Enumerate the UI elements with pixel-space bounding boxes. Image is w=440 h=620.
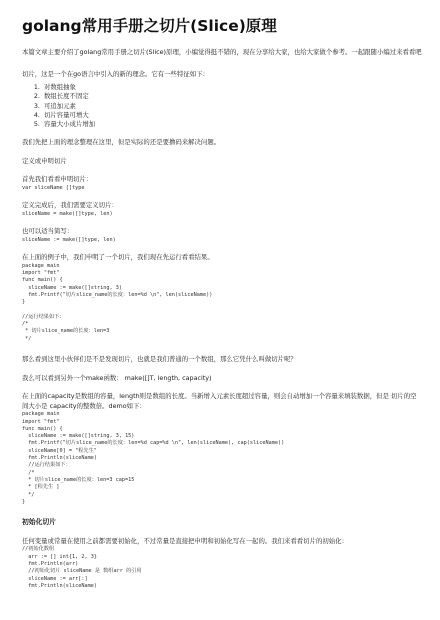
code-block-capacity: package main import "fmt" func main() { sliceName := make([]string, 3, 15) fmt.Printf("切片slice_name的长度：len=%d cap=%d \n", len(sliceName), cap(sliceName)) sliceName[0] = "程先生" fmt.Println(sliceName) //运行结果如下： /* * 切片slice_name的长度：len=3 cap=15 * [程先生 ] */ }	[22, 411, 285, 505]
code-block-make: sliceName = make([]type, len)	[22, 210, 113, 217]
explain-paragraph: 我们先把上面的理念整理在这里，但是实际的还是要撸码来解决问题。	[22, 138, 221, 147]
lead-paragraph: 切片，这是一个在go语言中引入的新的理念。它有一些特征如下：	[22, 69, 209, 78]
example-paragraph: 在上面的例子中，我们申明了一个切片，我们现在先运行看看结果。	[22, 253, 214, 262]
page-title: golang常用手册之切片(Slice)原理	[22, 17, 277, 35]
intro-paragraph: 本篇文章主要介绍了golang常用手册之切片(Slice)原理，小编觉得挺不错的，现在分享给大家，也给大家做个参考。一起跟随小编过来看看吧	[22, 48, 422, 56]
make-paragraph: 我么可以看到另外一个make函数： make([]T, length, capacity)	[22, 373, 212, 382]
short-paragraph: 也可以适当简写：	[22, 227, 74, 236]
after-paragraph: 定义完成后，我们需要定义切片：	[22, 201, 118, 210]
list-item: 5. 容量大小成片增加	[42, 120, 422, 129]
capacity-paragraph: 在上面的capacity是数组的容量，length则是数组的长度。当新增入元素长度超过容量，则会自动增加一个容量来填装数据，但是 切片的空间大小是 capacity的整数倍。demo如下：	[22, 392, 417, 410]
code-block-declare: var sliceName []type	[22, 184, 85, 191]
code-block-short: sliceName := make([]type, len)	[22, 236, 116, 243]
section-heading-init: 初始化切片	[22, 518, 56, 527]
section-heading-define: 定义或申明切片	[22, 156, 67, 165]
first-paragraph: 首先我们看看申明切片：	[22, 175, 93, 184]
feature-list	[22, 83, 422, 129]
list-item: 1. 对数组抽象	[42, 83, 422, 92]
list-item: 2. 数组长度不固定	[42, 92, 422, 101]
code-block-example: package main import "fmt" func main() { sliceName := make([]string, 3) fmt.Printf("切片slice_name的长度：len=%d \n", len(sliceName)) } //运行结果如下： /* * 切片slice_name的长度：len=3 */	[22, 262, 213, 342]
code-block-init: //初始化数组 arr := [] int{1, 2, 3} fmt.Println(arr) //初始化切片 sliceName 是 数组arr 的引用 sliceName := arr[:] fmt.Println(sliceName)	[22, 546, 142, 589]
question-paragraph: 那么看到这里小伙伴们是不是发现切片，也就是我们普通的一个数组，那么它凭什么叫做切片呢？	[22, 354, 297, 363]
document-page	[22, 14, 422, 590]
init-paragraph: 任何变量或常量在使用之前都需要初始化，不过常量是直接把申明和初始化写在一起的。我们来看看切片的初始化：	[22, 536, 348, 545]
list-item: 4. 切片容量可增大	[42, 111, 422, 120]
list-item: 3. 可追加元素	[42, 102, 422, 111]
